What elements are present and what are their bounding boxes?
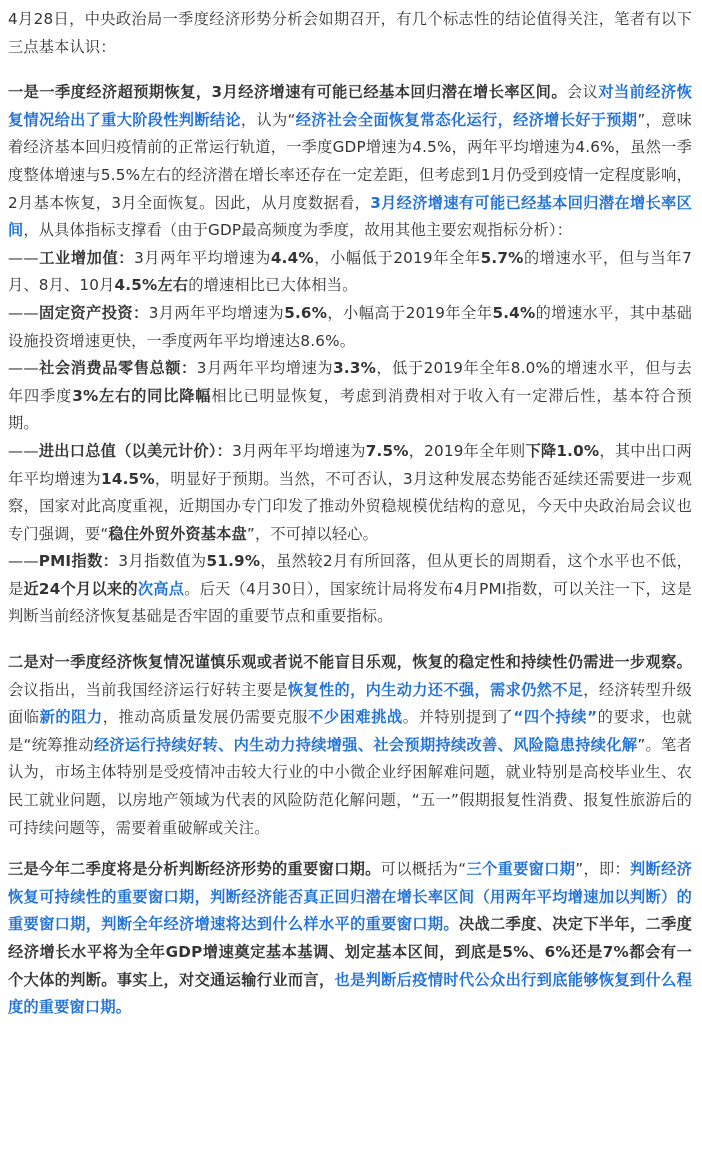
emphasized-text: 决战二季度、决定下半年，二季度经济增长水平将为全年GDP增速奠定基本基调、划定基本区间，到底是5%、6%还是7%都会有一个大体的判断。事实上，对交通运输行业而言，	[8, 915, 692, 989]
emphasized-text: 社会消费品零售总额：	[38, 359, 197, 378]
text-run: ”，意味着经济基本回归疫情前的正常运行轨道，一季度GDP增速为4.5%，两年平均增速为4.6%，虽然一季度整体增速与5.5%左右的经济潜在增长率还存在一定差距，但考虑到1月仍受到疫情一定程度影响，2月基本恢复，3月全面恢复。因此，从月度数据看，	[8, 110, 692, 212]
paragraph-gap	[8, 842, 692, 856]
emphasized-text: 下降1.0%	[525, 441, 600, 460]
text-run: ，从具体指标支撑看（由于GDP最高频度为季度，故用其他主要宏观指标分析）：	[23, 221, 573, 240]
text-run: ”。笔者认为，市场主体特别是受疫情冲击较大行业的中小微企业纾困解难问题，就业特别是高校毕业生、农民工就业问题，以房地产领域为代表的风险防范化解问题，“五一”假期报复性消费、报复性旅游后的可持续问题等，需要着重破解或关注。	[8, 735, 692, 837]
point-two-paragraph	[8, 649, 692, 842]
text-run: 的增速相比已大体相当。	[188, 276, 358, 295]
text-run: ，2019年全年则	[408, 441, 526, 460]
paragraph-gap	[8, 631, 692, 649]
emphasized-text: 三是今年二季度将是分析判断经济形势的重要窗口期。	[8, 860, 381, 879]
emphasized-text: 经济社会全面恢复常态化运行，经济增长好于预期	[295, 110, 638, 129]
point-one-paragraph	[8, 79, 692, 245]
emphasized-text: 稳住外贸外资基本盘	[108, 524, 247, 543]
emphasized-text: 5.6%	[284, 303, 328, 322]
indicator-retail-sales	[8, 355, 692, 438]
emphasized-text: 5.7%	[480, 248, 524, 267]
text-run: 可以概括为“	[380, 860, 467, 879]
indicator-fixed-asset-investment	[8, 300, 692, 355]
text-run: ——	[8, 359, 39, 378]
indicator-industrial-value-added	[8, 245, 692, 300]
text-run: ”，即：	[575, 860, 631, 879]
text-run: ”，不可掉以轻心。	[246, 524, 379, 543]
text-run: 3月指数值为	[118, 552, 207, 571]
emphasized-text: 对当前经济恢复情况给出了重大阶段性判断结论	[8, 83, 692, 129]
paragraph-gap	[8, 61, 692, 79]
text-run: 3月两年平均增速为	[196, 359, 334, 378]
text-run: ，虽然较2月有所回落，但从更长的周期看，这个水平也不低，是	[8, 552, 692, 598]
emphasized-text: 进出口总值（以美元计价）：	[38, 441, 233, 460]
text-run: 会议	[567, 83, 599, 102]
text-run: 。并特别提到了	[402, 708, 514, 727]
text-run: 3月两年平均增速为	[134, 248, 271, 267]
text-run: ——	[8, 248, 39, 267]
emphasized-text: 3.3%	[333, 359, 377, 378]
emphasized-text: 近24个月以来的	[23, 579, 138, 598]
text-run: ——	[8, 303, 39, 322]
emphasized-text: 51.9%	[206, 552, 261, 571]
emphasized-text: 工业增加值：	[38, 248, 135, 267]
emphasized-text: 二是对一季度经济恢复情况谨慎乐观或者说不能盲目乐观，恢复的稳定性和持续性仍需进一步观察。	[8, 653, 692, 672]
emphasized-text: 判断经济恢复可持续性的重要窗口期，判断经济能否真正回归潜在增长率区间（用两年平均增速加以判断）的重要窗口期，判断全年经济增速将达到什么样水平的重要窗口期。	[8, 860, 693, 934]
emphasized-text: 4.5%左右	[114, 276, 189, 295]
text-run: ，推动高质量发展仍需要克服	[102, 708, 309, 727]
text-run: 4月28日，中央政治局一季度经济形势分析会如期召开，有几个标志性的结论值得关注，笔者有以下三点基本认识：	[8, 10, 692, 56]
emphasized-text: 5.4%	[492, 303, 536, 322]
emphasized-text: 7.5%	[365, 441, 409, 460]
emphasized-text: 也是判断后疫情时代公众出行到底能够恢复到什么程度的重要窗口期。	[8, 970, 692, 1017]
text-run: ，小幅低于2019年全年	[313, 248, 481, 267]
text-run: 相比已明显恢复，考虑到消费相对于收入有一定滞后性，基本符合预期。	[8, 386, 692, 433]
text-run: ，明显好于预期。当然，不可否认，3月这种发展态势能否延续还需要进一步观察，国家对此高度重视，近期国办专门印发了推动外贸稳规模优结构的意见，今天中央政治局会议也专门强调，要“	[8, 469, 692, 543]
text-run: 的增速水平，但与当年7月、8月、10月	[8, 248, 692, 295]
text-run: 。后天（4月30日），国家统计局将发布4月PMI指数，可以关注一下，这是判断当前经济恢复基础是否牢固的重要节点和重要指标。	[8, 579, 692, 626]
emphasized-text: 恢复性的，内生动力还不强，需求仍然不足	[287, 680, 584, 699]
emphasized-text: PMI指数：	[38, 552, 119, 571]
emphasized-text: 三个重要窗口期	[466, 860, 576, 879]
emphasized-text: 3月经济增速有可能已经基本回归潜在增长率区间	[8, 193, 692, 240]
emphasized-text: 次高点	[137, 579, 185, 598]
indicator-import-export	[8, 438, 692, 548]
text-run: ，其中出口两年平均增速为	[8, 441, 693, 488]
text-run: ——	[8, 552, 39, 571]
text-run: ，低于2019年全年8.0%的增速水平，但与去年四季度	[8, 359, 693, 405]
text-run: 3月两年平均增速为	[232, 441, 366, 460]
emphasized-text: 不少困难挑战	[308, 708, 403, 727]
emphasized-text: “四个持续”	[513, 708, 598, 727]
text-run: 3月两年平均增速为	[148, 303, 285, 322]
emphasized-text: 4.4%	[270, 248, 314, 267]
emphasized-text: 固定资产投资：	[38, 303, 149, 322]
text-run: ，经济转型升级面临	[8, 680, 692, 727]
emphasized-text: 14.5%	[101, 469, 155, 488]
intro-paragraph	[8, 6, 692, 61]
text-run: ，小幅高于2019年全年	[327, 303, 493, 322]
text-run: ，认为“	[240, 110, 296, 129]
emphasized-text: 一是一季度经济超预期恢复，3月经济增速有可能已经基本回归潜在增长率区间。	[8, 83, 567, 102]
emphasized-text: 经济运行持续好转、内生动力持续增强、社会预期持续改善、风险隐患持续化解	[93, 735, 638, 754]
text-run: 的要求，也就是“统筹推动	[8, 708, 693, 754]
emphasized-text: 新的阻力	[39, 708, 103, 727]
indicator-pmi	[8, 548, 692, 631]
emphasized-text: 3%左右的同比降幅	[72, 386, 212, 405]
text-run: ——	[8, 441, 39, 460]
text-run: 的增速水平，其中基础设施投资增速更快，一季度两年平均增速达8.6%。	[8, 303, 693, 350]
point-three-paragraph	[8, 856, 692, 1022]
text-run: 会议指出，当前我国经济运行好转主要是	[8, 680, 288, 699]
